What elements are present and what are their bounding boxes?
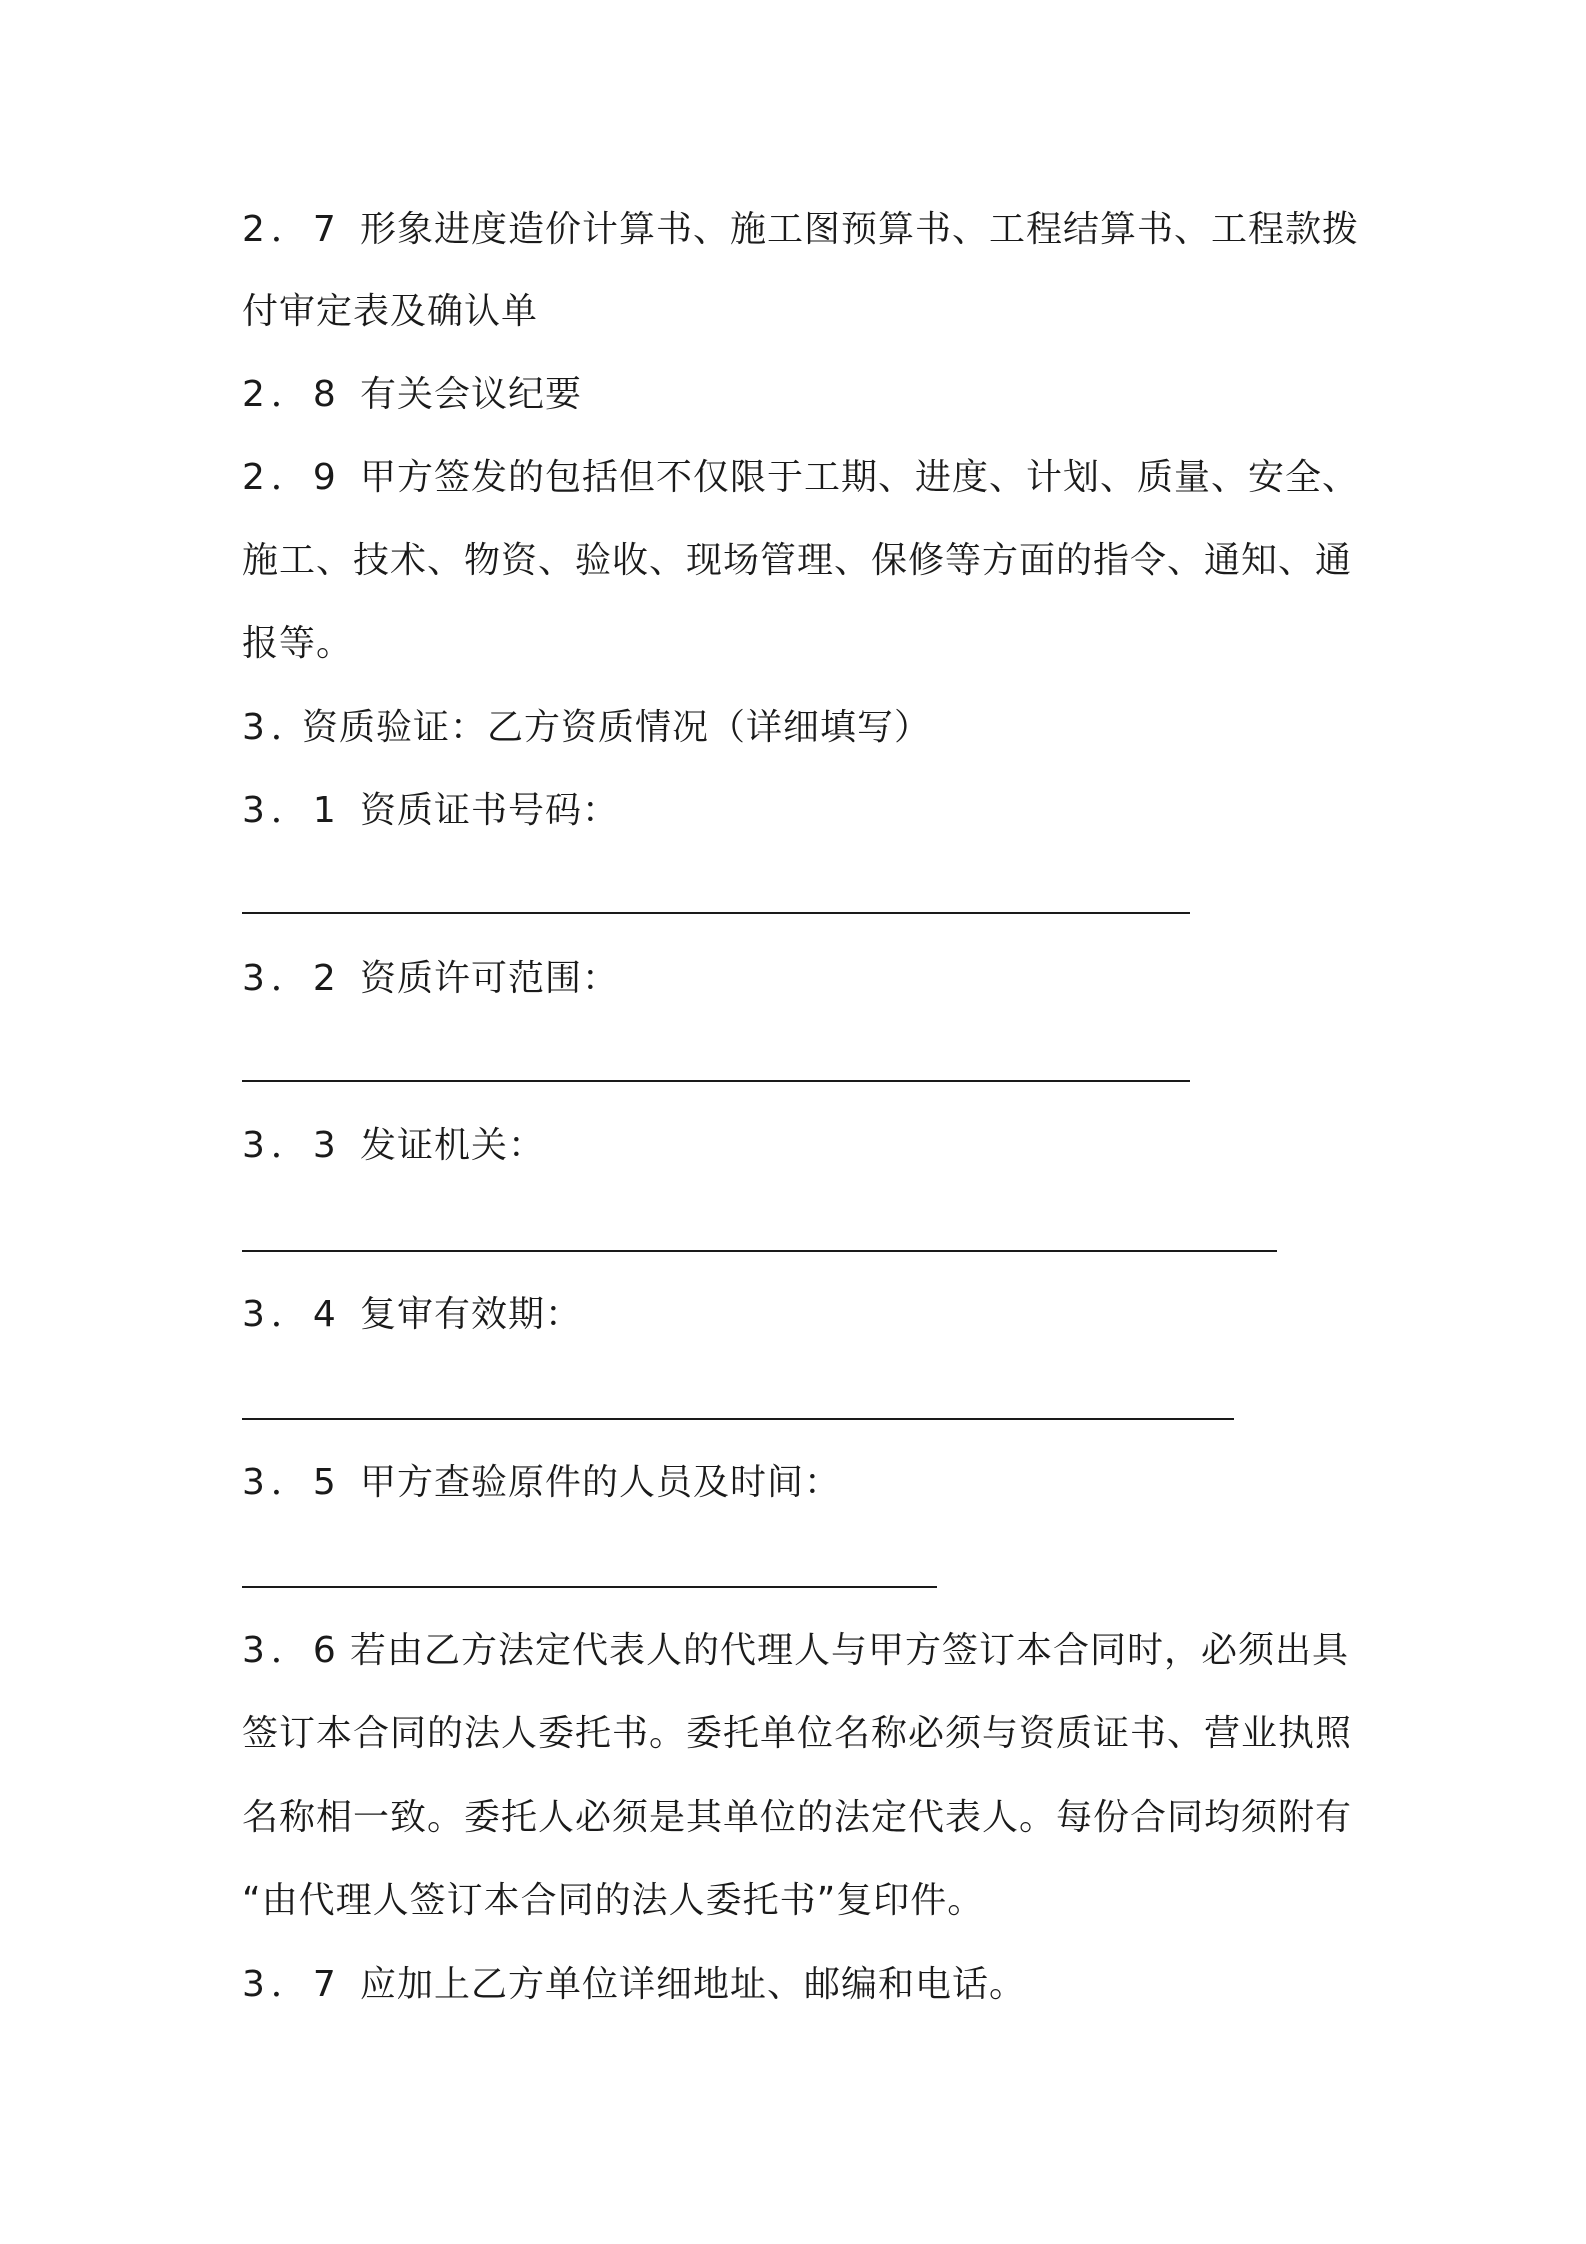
clause-text: “由代理人签订本合同的法人委托书”复印件。 (242, 1880, 985, 1921)
clause-number: 3．2 (242, 958, 342, 999)
clause-text: 报等。 (242, 623, 354, 664)
clause-number: 2．7 (242, 209, 342, 250)
clause-2-7 (242, 205, 1359, 255)
clause-3-5 (242, 1458, 841, 1508)
clause-number: 3．4 (242, 1294, 342, 1335)
clause-text: 付审定表及确认单 (242, 291, 539, 332)
clause-3-3 (242, 1121, 545, 1171)
clause-number: 3．5 (242, 1462, 342, 1503)
clause-3-6-continued-2 (242, 1793, 1352, 1843)
clause-text: 有关会议纪要 (360, 374, 583, 415)
clause-text: 若由乙方法定代表人的代理人与甲方签订本合同时，必须出具 (350, 1630, 1350, 1671)
clause-text: 甲方签发的包括但不仅限于工期、进度、计划、质量、安全、 (360, 457, 1360, 498)
fill-in-blank-review-validity[interactable] (242, 1418, 1234, 1420)
clause-text: 发证机关： (360, 1125, 546, 1166)
clause-text: 资质验证：乙方资质情况（详细填写） (302, 707, 932, 748)
clause-2-7-continued (242, 287, 538, 337)
clause-number: 2．8 (242, 374, 342, 415)
clause-2-9-continued-2 (242, 619, 353, 669)
clause-text: 复审有效期： (360, 1294, 583, 1335)
clause-text: 甲方查验原件的人员及时间： (360, 1462, 842, 1503)
clause-3-6-continued (242, 1709, 1352, 1759)
clause-text: 施工、技术、物资、验收、现场管理、保修等方面的指令、通知、通 (242, 540, 1353, 581)
clause-3-7 (242, 1960, 1026, 2010)
clause-text: 资质证书号码： (360, 790, 620, 831)
fill-in-blank-license-scope[interactable] (242, 1080, 1190, 1082)
clause-number: 3．6 (242, 1630, 342, 1671)
clause-2-8 (242, 370, 582, 420)
fill-in-blank-certificate-number[interactable] (242, 912, 1190, 914)
clause-number: 3．3 (242, 1125, 342, 1166)
fill-in-blank-issuing-authority[interactable] (242, 1250, 1277, 1252)
clause-number: 3．7 (242, 1964, 342, 2005)
clause-3-4 (242, 1290, 582, 1340)
clause-text: 应加上乙方单位详细地址、邮编和电话。 (360, 1964, 1027, 2005)
clause-3-2 (242, 954, 619, 1004)
clause-number: 3．1 (242, 790, 342, 831)
fill-in-blank-inspector-and-time[interactable] (242, 1586, 937, 1588)
clause-text: 名称相一致。委托人必须是其单位的法定代表人。每份合同均须附有 (242, 1797, 1353, 1838)
clause-number: 2．9 (242, 457, 342, 498)
clause-3-heading (242, 703, 931, 753)
clause-3-1 (242, 786, 619, 836)
clause-number: 3． (242, 707, 313, 748)
clause-text: 形象进度造价计算书、施工图预算书、工程结算书、工程款拨 (360, 209, 1360, 250)
clause-3-6 (242, 1626, 1349, 1676)
clause-text: 资质许可范围： (360, 958, 620, 999)
clause-2-9 (242, 453, 1359, 503)
clause-3-6-continued-3 (242, 1876, 984, 1926)
clause-2-9-continued (242, 536, 1352, 586)
clause-text: 签订本合同的法人委托书。委托单位名称必须与资质证书、营业执照 (242, 1713, 1353, 1754)
